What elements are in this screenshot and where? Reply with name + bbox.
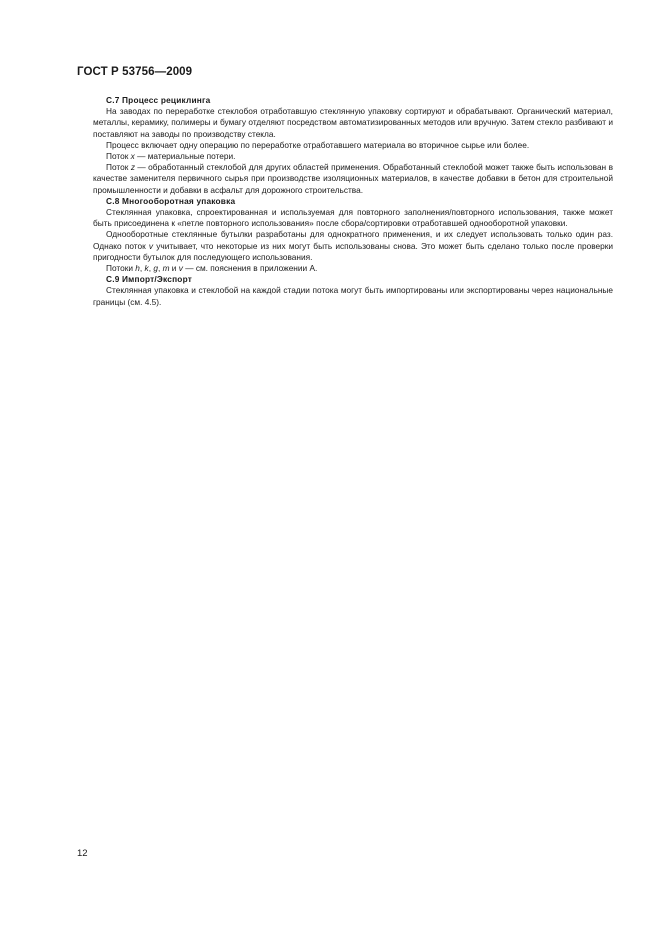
paragraph-c7-2: Процесс включает одну операцию по переработке отработавшего материала во вторичное сырье или более.: [106, 139, 530, 150]
text-fragment: учитывает, что некоторые из них могут быть использованы снова. Это может быть сделано только после проверки пригодности бутылок для последующего использования.: [93, 240, 613, 262]
text-fragment: — обработанный стеклобой для других областей применения. Обработанный стеклобой может также быть использован в качестве заменителя первичного сырья при производстве изоляционных материалов, в качестве добавки в бетон для строительной промышленности и добавки в асфальт для дорожного строительства.: [93, 162, 614, 195]
text-fragment: Однооборотные стеклянные бутылки разработаны для однократного применения, и их следует использовать только один раз. Однако поток: [93, 229, 613, 251]
section-heading-c7: С.7 Процесс рециклинга: [106, 95, 211, 105]
text-fragment: ,: [157, 263, 163, 274]
text-fragment: Поток: [106, 151, 131, 162]
section-heading-c9: С.9 Импорт/Экспорт: [106, 274, 192, 285]
paragraph-c9-1: Стеклянная упаковка и стеклобой на каждой стадии потока могут быть импортированы или экспортированы через национальные границы (см. 4.5).: [93, 285, 613, 307]
text-fragment: — материальные потери.: [134, 151, 236, 162]
page-number: 12: [77, 848, 88, 859]
text-fragment: Потоки: [106, 263, 136, 274]
paragraph-c8-2: [93, 229, 613, 263]
variable-k: k: [144, 263, 149, 274]
text-fragment: Поток: [106, 162, 131, 173]
paragraph-c7-4: [93, 162, 613, 196]
paragraph-c7-1: На заводах по переработке стеклобоя отработавшую стеклянную упаковку сортируют и обрабатывают. Органический материал, металлы, керамику, полимеры и бумагу отделяют посредством автоматизированных методов или вручную. Затем стекло разбивают и поставляют на заводы по производству стекла.: [93, 106, 613, 139]
paragraph-c7-3: [93, 151, 613, 162]
variable-m: m: [162, 263, 170, 274]
paragraph-c8-1: Стеклянная упаковка, спроектированная и используемая для повторного заполнения/повторного использования, также может быть присоединена к «петле повторного использования» после сбора/сортировки отработавшей однооборотной упаковки.: [93, 207, 613, 229]
text-fragment: и: [169, 263, 179, 274]
variable-x: x: [130, 151, 135, 162]
section-heading-c8: С.8 Многооборотная упаковка: [106, 195, 236, 206]
paragraph-c8-3: [93, 263, 613, 274]
document-code-header: ГОСТ Р 53756—2009: [77, 66, 193, 78]
text-fragment: ,: [139, 263, 145, 274]
document-body: [93, 95, 613, 308]
variable-h: h: [135, 263, 140, 274]
variable-g: g: [153, 263, 158, 274]
text-fragment: — см. пояснения в приложении А.: [182, 263, 318, 274]
variable-z: z: [130, 162, 135, 173]
text-fragment: ,: [148, 263, 154, 274]
variable-v: v: [178, 263, 183, 274]
variable-v: v: [148, 240, 154, 251]
